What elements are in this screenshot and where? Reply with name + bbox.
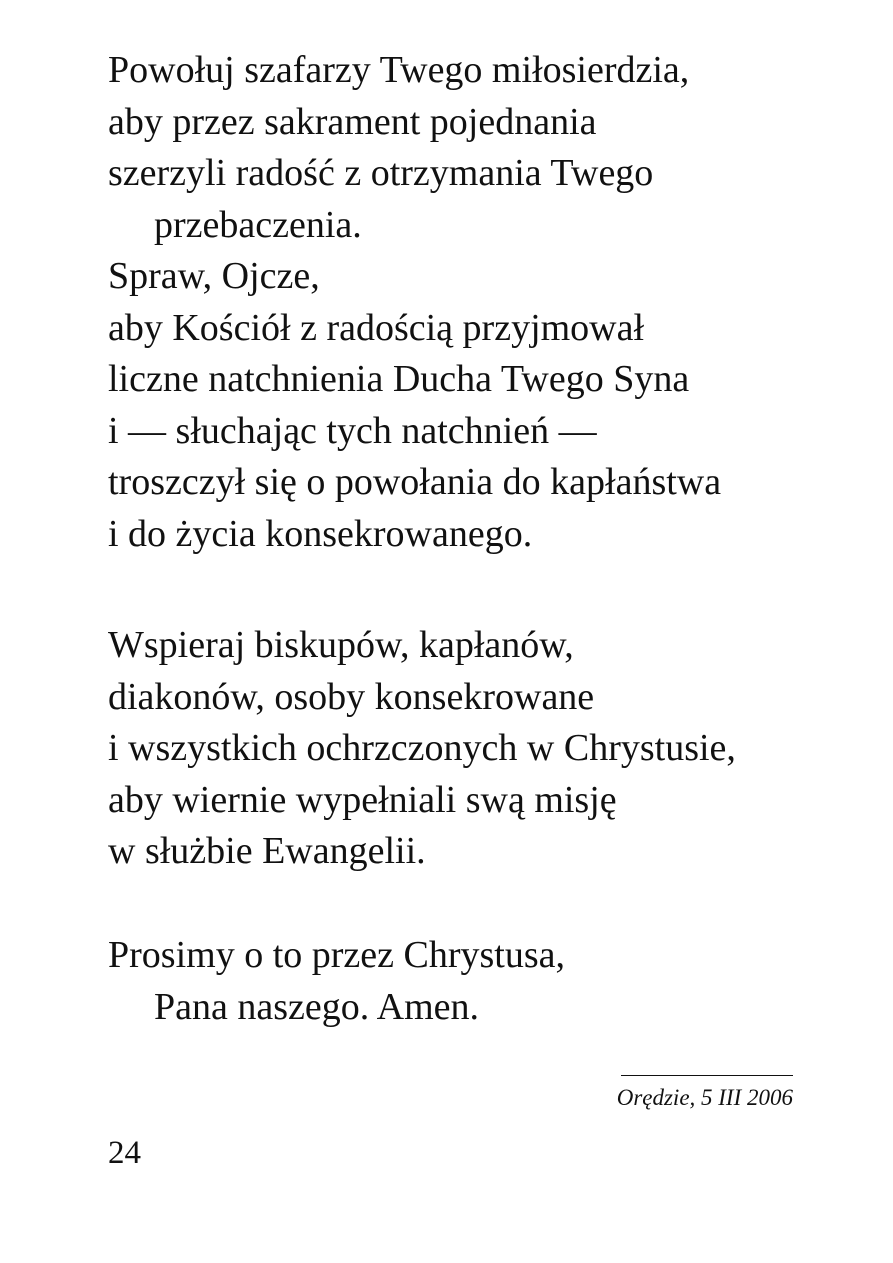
text-line: Prosimy o to przez Chrystusa, — [108, 934, 566, 976]
text-line: liczne natchnienia Ducha Twego Syna — [108, 358, 690, 400]
text-line: aby przez sakrament pojednania — [108, 100, 597, 143]
source-citation: Orędzie, 5 III 2006 — [616, 1085, 793, 1110]
text-line: szerzyli radość z otrzymania Twego — [108, 152, 654, 194]
prayer-stanza-2 — [108, 620, 736, 878]
text-line-continuation: przebaczenia. — [154, 203, 362, 246]
text-line: i — słuchając tych natchnień — — [108, 409, 597, 452]
text-line: aby Kościół z radością przyjmował — [108, 306, 645, 349]
source-divider — [621, 1075, 793, 1076]
text-line: i do życia konsekrowanego. — [108, 512, 533, 555]
text-line: Wspieraj biskupów, kapłanów, — [108, 624, 574, 666]
prayer-stanza-1 — [108, 45, 721, 560]
text-line: diakonów, osoby konsekrowane — [108, 675, 595, 718]
text-line: aby wiernie wypełniali swą misję — [108, 778, 617, 821]
text-line: Spraw, Ojcze, — [108, 255, 320, 297]
text-line-continuation: Pana naszego. Amen. — [154, 985, 480, 1028]
text-line: troszczył się o powołania do kapłaństwa — [108, 461, 722, 503]
page-number: 24 — [108, 1135, 141, 1171]
text-line: i wszystkich ochrzczonych w Chrystusie, — [108, 727, 736, 769]
text-line: w służbie Ewangelii. — [108, 830, 426, 872]
text-line: Powołuj szafarzy Twego miłosierdzia, — [108, 49, 690, 91]
prayer-stanza-3 — [108, 930, 565, 1033]
